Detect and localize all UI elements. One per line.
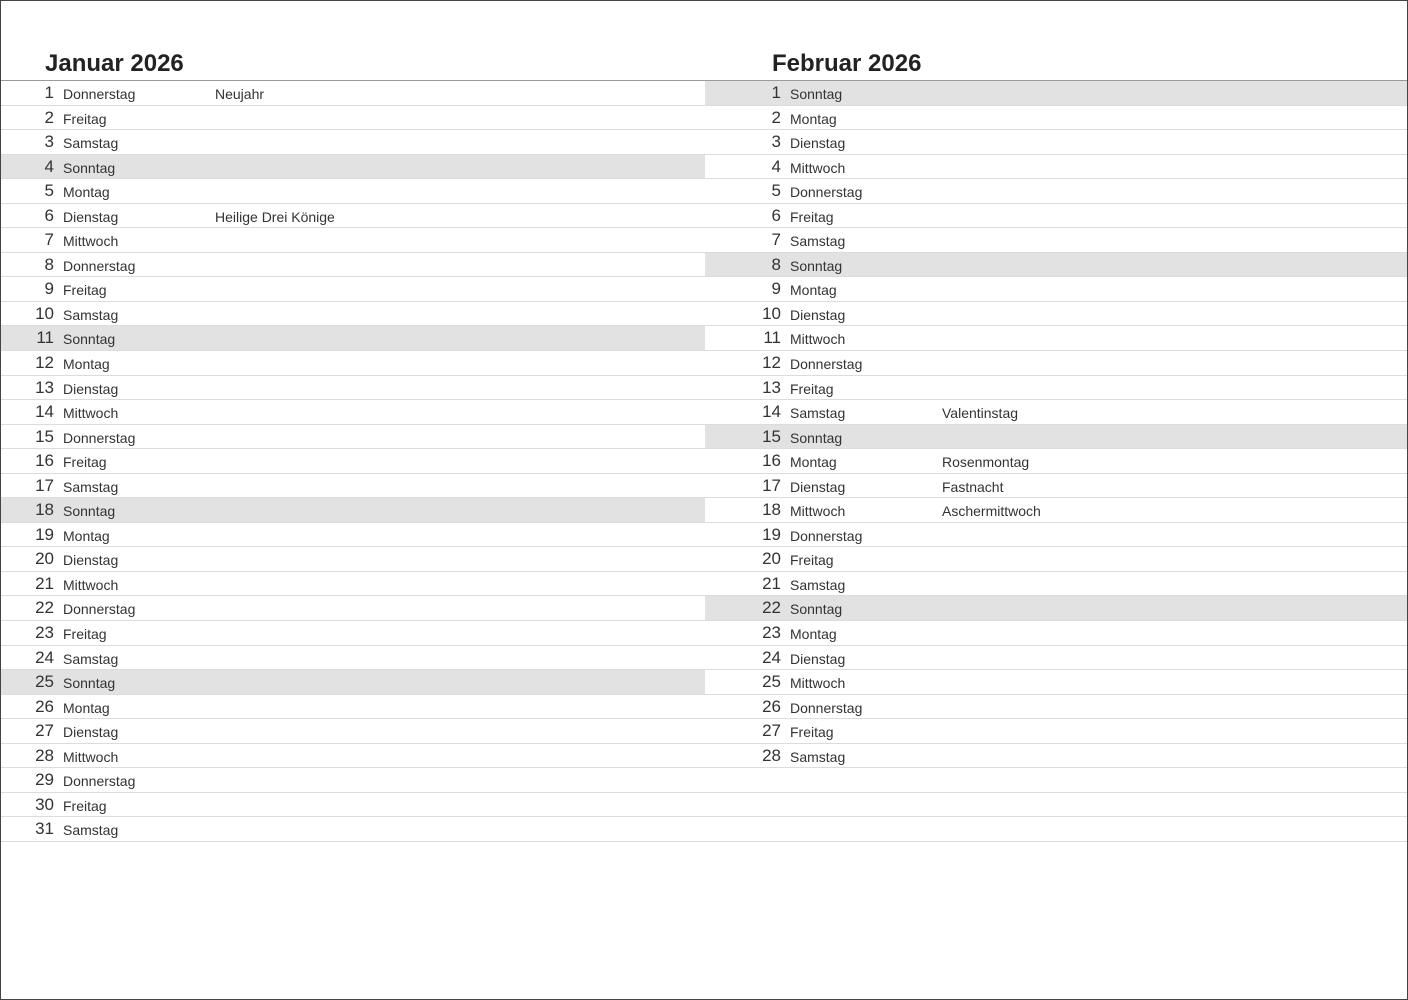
weekday-label: Mittwoch [63, 233, 119, 250]
weekday-label: Dienstag [790, 650, 846, 667]
day-row [705, 695, 1407, 720]
day-number: 11 [36, 328, 54, 348]
weekday-label: Sonntag [63, 331, 116, 348]
day-row [705, 130, 1407, 155]
day-row [1, 106, 705, 131]
holiday-label: Fastnacht [942, 478, 1004, 495]
day-number: 13 [35, 377, 54, 397]
day-number: 3 [771, 132, 781, 152]
weekday-label: Montag [790, 282, 837, 299]
day-number: 14 [762, 402, 781, 422]
day-row [705, 302, 1407, 327]
weekday-label: Montag [790, 626, 837, 643]
day-row [705, 547, 1407, 572]
day-row [1, 228, 705, 253]
day-row [705, 376, 1407, 401]
day-row [705, 474, 1407, 499]
day-number: 7 [44, 230, 54, 250]
day-number: 21 [35, 573, 54, 593]
day-number: 18 [762, 500, 781, 520]
day-number: 26 [762, 696, 781, 716]
weekday-label: Mittwoch [790, 503, 846, 520]
day-row [705, 277, 1407, 302]
day-number: 4 [771, 156, 781, 176]
weekday-label: Freitag [63, 797, 107, 814]
weekday-label: Sonntag [790, 86, 843, 102]
day-row [705, 106, 1407, 131]
weekday-label: Freitag [63, 282, 107, 299]
day-row [1, 547, 705, 572]
day-number: 10 [762, 303, 781, 323]
weekday-label: Samstag [63, 478, 119, 495]
day-number: 27 [35, 721, 54, 741]
day-row [705, 744, 1407, 769]
day-row [705, 768, 1407, 793]
day-row [705, 572, 1407, 597]
day-number: 13 [762, 377, 781, 397]
day-number: 23 [35, 623, 54, 643]
day-row [705, 646, 1407, 671]
day-row [1, 302, 705, 327]
day-row [705, 449, 1407, 474]
day-number: 4 [44, 156, 54, 176]
day-number: 10 [35, 303, 54, 323]
weekday-label: Samstag [790, 748, 846, 765]
day-row [705, 155, 1407, 180]
day-number: 1 [44, 83, 54, 102]
day-row [705, 670, 1407, 695]
day-row [705, 523, 1407, 548]
weekday-label: Mittwoch [790, 675, 846, 692]
day-row [1, 768, 705, 793]
day-list-february [705, 81, 1407, 842]
day-row [1, 596, 705, 621]
day-number: 18 [35, 500, 54, 520]
day-number: 15 [762, 426, 781, 446]
day-number: 19 [762, 524, 781, 544]
day-number: 6 [44, 205, 54, 225]
weekday-label: Sonntag [790, 601, 843, 618]
weekday-label: Dienstag [790, 135, 846, 152]
day-row [705, 817, 1407, 842]
day-row [705, 253, 1407, 278]
day-number: 31 [35, 819, 54, 839]
day-row [705, 204, 1407, 229]
day-number: 6 [771, 205, 781, 225]
day-number: 22 [762, 598, 781, 618]
weekday-label: Mittwoch [63, 405, 119, 422]
day-number: 22 [35, 598, 54, 618]
day-number: 29 [35, 770, 54, 790]
day-number: 3 [44, 132, 54, 152]
weekday-label: Montag [790, 110, 837, 127]
day-row [705, 596, 1407, 621]
day-row [1, 523, 705, 548]
weekday-label: Dienstag [63, 552, 119, 569]
day-row [1, 277, 705, 302]
day-number: 7 [771, 230, 781, 250]
day-row [705, 351, 1407, 376]
day-number: 24 [35, 647, 54, 667]
weekday-label: Sonntag [790, 429, 843, 446]
day-number: 30 [35, 794, 54, 814]
day-number: 8 [44, 254, 54, 274]
day-number: 8 [771, 254, 781, 274]
day-row [1, 449, 705, 474]
day-row [1, 155, 705, 180]
holiday-label: Rosenmontag [942, 454, 1030, 471]
weekday-label: Sonntag [63, 675, 116, 692]
weekday-label: Donnerstag [63, 429, 136, 446]
weekday-label: Montag [63, 527, 110, 544]
day-number: 2 [771, 107, 781, 127]
day-number: 19 [35, 524, 54, 544]
weekday-label: Donnerstag [790, 699, 863, 716]
weekday-label: Freitag [790, 208, 834, 225]
weekday-label: Mittwoch [790, 331, 846, 348]
weekday-label: Montag [63, 184, 110, 201]
day-row [1, 130, 705, 155]
weekday-label: Samstag [790, 405, 846, 422]
weekday-label: Mittwoch [63, 748, 119, 765]
weekday-label: Sonntag [63, 503, 116, 520]
holiday-label: Neujahr [215, 86, 265, 102]
day-row [1, 253, 705, 278]
day-number: 12 [762, 353, 781, 373]
day-row [1, 81, 705, 106]
weekday-label: Mittwoch [790, 159, 846, 176]
day-row [1, 498, 705, 523]
weekday-label: Samstag [63, 650, 119, 667]
day-row [705, 621, 1407, 646]
day-row [1, 376, 705, 401]
weekday-label: Donnerstag [63, 773, 136, 790]
weekday-label: Samstag [790, 233, 846, 250]
day-row [705, 179, 1407, 204]
weekday-label: Donnerstag [790, 184, 863, 201]
weekday-label: Dienstag [63, 724, 119, 741]
weekday-label: Donnerstag [63, 601, 136, 618]
weekday-label: Freitag [63, 110, 107, 127]
weekday-label: Dienstag [63, 208, 119, 225]
day-row [1, 621, 705, 646]
weekday-label: Donnerstag [63, 86, 136, 102]
weekday-label: Samstag [63, 822, 119, 839]
month-title-january: Januar 2026 [45, 50, 184, 77]
day-number: 14 [35, 402, 54, 422]
day-row [705, 498, 1407, 523]
day-row [705, 81, 1407, 106]
day-row [1, 572, 705, 597]
day-number: 1 [771, 83, 781, 102]
day-number: 9 [771, 279, 781, 299]
day-number: 5 [771, 181, 781, 201]
day-number: 28 [35, 745, 54, 765]
weekday-label: Montag [63, 356, 110, 373]
day-number: 20 [35, 549, 54, 569]
weekday-label: Sonntag [63, 159, 116, 176]
weekday-label: Mittwoch [63, 576, 119, 593]
weekday-label: Freitag [63, 454, 107, 471]
day-row [705, 719, 1407, 744]
holiday-label: Valentinstag [942, 405, 1019, 422]
holiday-label: Aschermittwoch [942, 503, 1041, 520]
weekday-label: Freitag [790, 380, 834, 397]
weekday-label: Montag [63, 699, 110, 716]
day-number: 25 [35, 672, 54, 692]
weekday-label: Samstag [63, 135, 119, 152]
weekday-label: Donnerstag [790, 527, 863, 544]
day-row [1, 179, 705, 204]
day-row [705, 400, 1407, 425]
day-number: 28 [762, 745, 781, 765]
day-number: 11 [763, 328, 781, 348]
day-row [1, 670, 705, 695]
day-number: 24 [762, 647, 781, 667]
weekday-label: Donnerstag [63, 257, 136, 274]
day-number: 20 [762, 549, 781, 569]
day-row [1, 719, 705, 744]
day-number: 26 [35, 696, 54, 716]
day-number: 25 [762, 672, 781, 692]
weekday-label: Donnerstag [790, 356, 863, 373]
weekday-label: Dienstag [790, 306, 846, 323]
day-row [705, 793, 1407, 818]
day-number: 9 [44, 279, 54, 299]
weekday-label: Samstag [63, 306, 119, 323]
day-number: 5 [44, 181, 54, 201]
weekday-label: Freitag [790, 552, 834, 569]
day-number: 16 [35, 451, 54, 471]
weekday-label: Freitag [790, 724, 834, 741]
day-number: 21 [762, 573, 781, 593]
day-number: 17 [762, 475, 781, 495]
weekday-label: Sonntag [790, 257, 843, 274]
holiday-label: Heilige Drei Könige [215, 208, 335, 225]
day-row [1, 425, 705, 450]
day-row [705, 326, 1407, 351]
day-number: 12 [35, 353, 54, 373]
weekday-label: Dienstag [790, 478, 846, 495]
day-row [1, 793, 705, 818]
day-number: 2 [44, 107, 54, 127]
day-number: 15 [35, 426, 54, 446]
day-number: 17 [35, 475, 54, 495]
day-row [1, 817, 705, 842]
month-title-february: Februar 2026 [772, 50, 922, 77]
day-number: 23 [762, 623, 781, 643]
weekday-label: Samstag [790, 576, 846, 593]
day-row [1, 744, 705, 769]
day-row [1, 204, 705, 229]
day-row [705, 425, 1407, 450]
weekday-label: Montag [790, 454, 837, 471]
day-row [1, 351, 705, 376]
day-list-january [1, 81, 705, 842]
day-row [1, 646, 705, 671]
day-number: 16 [762, 451, 781, 471]
day-row [1, 474, 705, 499]
day-number: 27 [762, 721, 781, 741]
day-row [1, 695, 705, 720]
day-row [1, 326, 705, 351]
weekday-label: Dienstag [63, 380, 119, 397]
day-row [705, 228, 1407, 253]
weekday-label: Freitag [63, 626, 107, 643]
day-row [1, 400, 705, 425]
